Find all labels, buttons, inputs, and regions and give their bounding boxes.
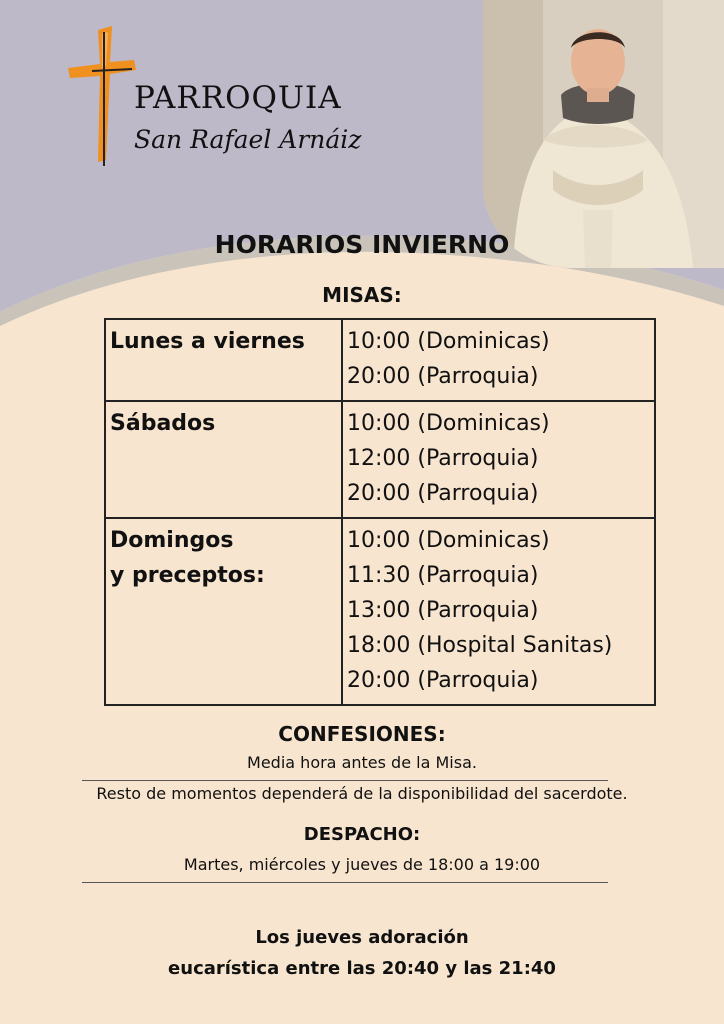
mass-time: 20:00 (Parroquia): [347, 668, 539, 693]
despacho-line: Martes, miércoles y jueves de 18:00 a 19:00: [183, 855, 541, 874]
divider: [82, 780, 608, 781]
day-cell: [105, 319, 342, 401]
day-label: Domingos: [110, 528, 234, 553]
day-cell: [105, 401, 342, 518]
confesiones-line-1: Media hora antes de la Misa.: [247, 753, 477, 772]
mass-time: 10:00 (Dominicas): [347, 329, 550, 354]
mass-time: 12:00 (Parroquia): [347, 446, 539, 471]
adoracion-line-1: Los jueves adoración: [255, 927, 469, 948]
times-cell: [342, 401, 655, 518]
logo-subtitle: San Rafael Arnáiz: [134, 125, 362, 154]
logo-title: PARROQUIA: [134, 80, 342, 116]
day-label: Sábados: [110, 411, 216, 436]
misas-heading: MISAS:: [322, 283, 402, 307]
day-label: Lunes a viernes: [110, 329, 305, 354]
confesiones-heading: CONFESIONES:: [278, 722, 446, 746]
day-label: y preceptos:: [110, 563, 265, 588]
saint-portrait: [483, 0, 724, 268]
mass-schedule-table: [104, 318, 656, 706]
day-cell: [105, 518, 342, 705]
table-row: [105, 319, 655, 401]
mass-time: 18:00 (Hospital Sanitas): [347, 633, 613, 658]
confesiones-line-2: Resto de momentos dependerá de la disponibilidad del sacerdote.: [96, 784, 628, 803]
mass-time: 10:00 (Dominicas): [347, 411, 550, 436]
mass-time: 11:30 (Parroquia): [347, 563, 539, 588]
mass-time: 20:00 (Parroquia): [347, 481, 539, 506]
mass-time: 13:00 (Parroquia): [347, 598, 539, 623]
table-row: [105, 401, 655, 518]
mass-time: 10:00 (Dominicas): [347, 528, 550, 553]
times-cell: [342, 518, 655, 705]
despacho-heading: DESPACHO:: [303, 824, 421, 845]
table-row: [105, 518, 655, 705]
mass-time: 20:00 (Parroquia): [347, 364, 539, 389]
adoracion-line-2: eucarística entre las 20:40 y las 21:40: [168, 958, 556, 979]
times-cell: [342, 319, 655, 401]
divider: [82, 882, 608, 883]
page-title: HORARIOS INVIERNO: [214, 230, 510, 259]
